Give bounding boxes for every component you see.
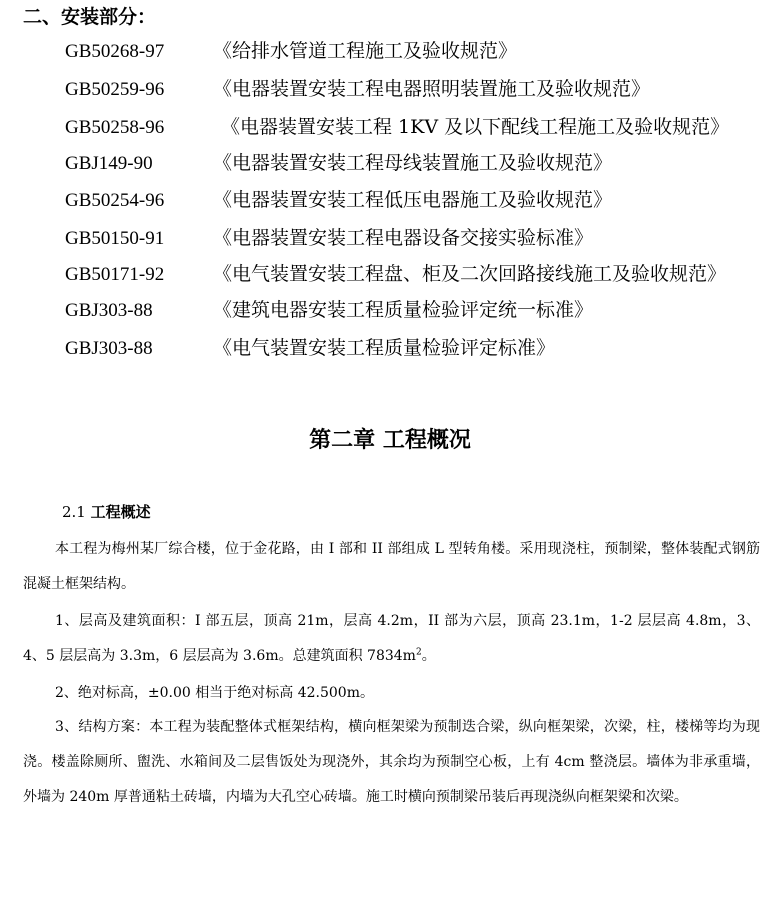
standard-title: 《电器装置安装工程电器设备交接实验标准》 bbox=[213, 227, 594, 249]
section-title: 工程概述 bbox=[90, 503, 151, 521]
standard-row bbox=[65, 330, 555, 366]
paragraph-structure: 3、结构方案：本工程为装配整体式框架结构，横向框架梁为预制迭合梁，纵向框架梁，次梁，柱，楼梯等均为现浇。楼盖除厕所、盥洗、水箱间及二层售饭处为现浇外，其余均为预制空心板，上有 4cm 整浇层。墙体为非承重墙，外墙为 240m 厚普通粘土砖墙，内墙为大孔空心砖墙。施工时横向预制梁吊装后再现浇纵向框架梁和次梁。 bbox=[23, 719, 760, 805]
standard-title: 《电器装置安装工程母线装置施工及验收规范》 bbox=[213, 152, 613, 174]
standard-row bbox=[65, 109, 729, 145]
standard-title: 《给排水管道工程施工及验收规范》 bbox=[213, 40, 518, 62]
standard-row bbox=[65, 220, 593, 256]
paragraph-floor-area bbox=[23, 604, 760, 674]
standard-title: 《电气装置安装工程质量检验评定标准》 bbox=[213, 337, 556, 359]
install-heading: 二、安装部分： bbox=[23, 6, 157, 28]
standard-code: GBJ149-90 bbox=[65, 153, 153, 174]
section-heading bbox=[62, 498, 151, 526]
paragraph-floor-area-end: 。 bbox=[421, 648, 436, 664]
standard-row bbox=[65, 33, 517, 69]
standard-code: GB50268-97 bbox=[65, 41, 165, 62]
standard-code: GBJ303-88 bbox=[65, 300, 153, 321]
standard-code: GB50254-96 bbox=[65, 190, 165, 211]
standard-code: GB50150-91 bbox=[65, 228, 165, 249]
standard-title: 《电器装置安装工程低压电器施工及验收规范》 bbox=[213, 189, 613, 211]
standard-row bbox=[65, 182, 612, 218]
standard-row bbox=[65, 145, 612, 181]
paragraph-elevation: 2、绝对标高，±0.00 相当于绝对标高 42.500m。 bbox=[55, 685, 374, 701]
standard-code: GB50171-92 bbox=[65, 264, 165, 285]
standard-code: GB50258-96 bbox=[65, 117, 165, 138]
paragraph-floor-area-text: 1、层高及建筑面积：I 部五层，顶高 21m，层高 4.2m，II 部为六层，顶高 23.1m，1-2 层层高 4.8m，3、4、5 层层高为 3.3m，6 层层高为 3.6m。总建筑面积 7834m bbox=[23, 613, 760, 664]
standard-code: GB50259-96 bbox=[65, 79, 165, 100]
chapter-title: 第二章 工程概况 bbox=[309, 427, 471, 453]
standard-title: 《电气装置安装工程盘、柜及二次回路接线施工及验收规范》 bbox=[213, 263, 727, 285]
paragraph-overview: 本工程为梅州某厂综合楼，位于金花路，由 I 部和 II 部组成 L 型转角楼。采用现浇柱，预制梁，整体装配式钢筋混凝土框架结构。 bbox=[23, 541, 760, 592]
standard-code: GBJ303-88 bbox=[65, 338, 153, 359]
standard-row bbox=[65, 292, 593, 328]
section-number: 2.1 bbox=[62, 503, 86, 521]
superscript-two: 2 bbox=[415, 647, 422, 658]
standard-title: 《电器装置安装工程电器照明装置施工及验收规范》 bbox=[213, 78, 651, 100]
standard-title: 《建筑电器安装工程质量检验评定统一标准》 bbox=[213, 299, 594, 321]
standard-row bbox=[65, 256, 726, 292]
standard-row bbox=[65, 71, 650, 107]
standard-title: 《电器装置安装工程 1KV 及以下配线工程施工及验收规范》 bbox=[221, 116, 730, 138]
